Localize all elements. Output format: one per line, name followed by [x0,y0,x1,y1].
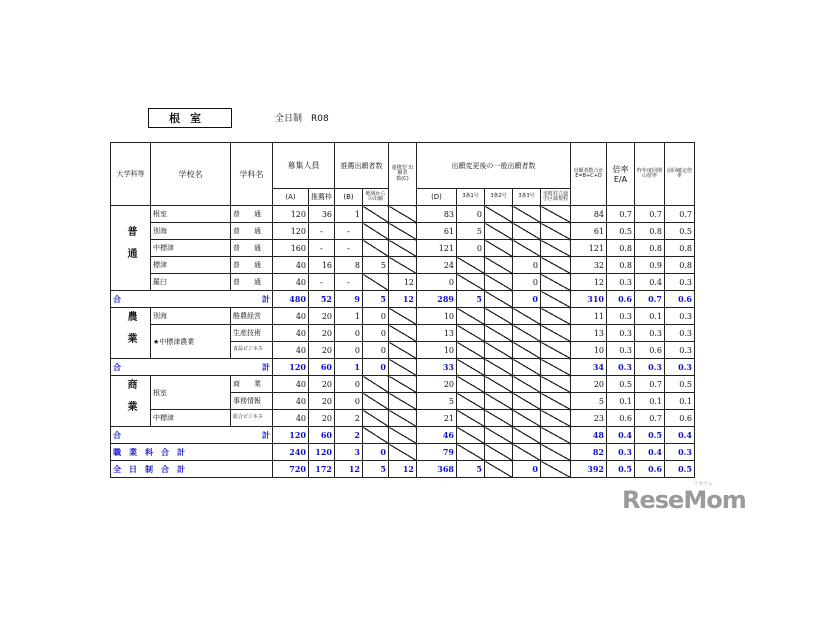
general-cell: 20 [417,376,457,393]
chiiki-cell: 0 [363,359,389,376]
g1-cell: 0 [457,240,485,257]
g3-cell-blank [513,325,541,342]
dept-cell: 商 業 [231,376,273,393]
g3-cell: 0 [513,461,541,478]
general-cell: 79 [417,444,457,461]
school-cell: 根室 [151,206,231,223]
school-cell: 中標津 [151,240,231,257]
resemom-logo: ReseMom [622,486,746,514]
suisen-apply-cell: 0 [335,393,363,410]
g2-cell-blank [485,359,513,376]
table-row [111,376,695,393]
prev2-ratio-cell: 0.4 [665,427,695,444]
prev-ratio-cell: 0.8 [635,240,665,257]
caption: 全日制 R08 [275,114,329,124]
enkaku-cell-blank [389,325,417,342]
dept-cell: 普 通 [231,206,273,223]
school-cell: ★中標津農業 [151,325,231,359]
enkaku-cell-blank [389,257,417,274]
header-general-d: (D) [417,189,457,206]
dept-cell: 普 通 [231,257,273,274]
dept-cell: 生産技術 [231,325,273,342]
suisen-waku-cell: 52 [309,291,335,308]
g3-cell-blank [513,206,541,223]
g1-cell-blank [457,427,485,444]
g1-cell-blank [457,359,485,376]
suisen-waku-cell: 20 [309,342,335,359]
dept-cell: 事務情報 [231,393,273,410]
total-cell: 310 [571,291,607,308]
chiiki-cell-blank [363,427,389,444]
chiiki-cell-blank [363,206,389,223]
section-label-futsu: 普通 [111,206,151,291]
section-label-agri: 農業 [111,308,151,359]
g4-cell-blank [541,206,571,223]
suisen-apply-cell: - [335,223,363,240]
g3-cell-blank [513,240,541,257]
subtotal-row-agri [111,359,695,376]
general-cell: 83 [417,206,457,223]
header-g3: 3条3号 [513,189,541,206]
g1-cell-blank [457,274,485,291]
g4-cell-blank [541,444,571,461]
suisen-waku-cell: - [309,240,335,257]
g4-cell-blank [541,461,571,478]
recruit-cell: 40 [273,308,309,325]
g2-cell-blank [485,342,513,359]
subtotal-row-futsu [111,291,695,308]
ratio-cell: 0.3 [607,308,635,325]
subtotal-row-com [111,427,695,444]
recruit-cell: 720 [273,461,309,478]
header-general: 出願変更後の一般出願者数 [417,143,571,189]
g4-cell-blank [541,223,571,240]
prev-ratio-cell: 0.1 [635,393,665,410]
total-cell: 121 [571,240,607,257]
table-row [111,410,695,427]
general-cell: 61 [417,223,457,240]
chiiki-cell: 0 [363,325,389,342]
enkaku-cell-blank [389,410,417,427]
prev2-ratio-cell: 0.3 [665,444,695,461]
g1-cell-blank [457,410,485,427]
g1-cell: 5 [457,291,485,308]
g4-cell-blank [541,393,571,410]
g2-cell-blank [485,206,513,223]
prev-ratio-cell: 0.6 [635,342,665,359]
chiiki-cell-blank [363,274,389,291]
prev-ratio-cell: 0.8 [635,223,665,240]
header-total: 出願者数合計 E=B+C+D [571,143,607,206]
g1-cell: 5 [457,461,485,478]
enkaku-cell-blank [389,223,417,240]
suisen-apply-cell: 0 [335,342,363,359]
prev-ratio-cell: 0.5 [635,427,665,444]
recruit-cell: 160 [273,240,309,257]
suisen-waku-cell: 60 [309,427,335,444]
chiiki-cell-blank [363,376,389,393]
prev-ratio-cell: 0.3 [635,359,665,376]
subtotal-label: 合 計 [111,427,273,444]
recruit-cell: 40 [273,325,309,342]
dept-cell: 普 通 [231,240,273,257]
enkaku-cell-blank [389,359,417,376]
prev-ratio-cell: 0.7 [635,206,665,223]
enkaku-cell-blank [389,427,417,444]
header-suisen-apply: 推薦出願者数 [335,143,389,189]
total-cell: 13 [571,325,607,342]
chiiki-cell: 0 [363,342,389,359]
g3-cell-blank [513,342,541,359]
g3-cell-blank [513,393,541,410]
prev-ratio-cell: 0.1 [635,308,665,325]
recruit-cell: 40 [273,257,309,274]
header-g1: 3条1号 [457,189,485,206]
total-cell: 34 [571,359,607,376]
g1-cell-blank [457,257,485,274]
g4-cell-blank [541,274,571,291]
subtotal-label: 合 計 [111,359,273,376]
header-ratio: 倍率 E/A [607,143,635,206]
g1-cell: 5 [457,223,485,240]
prev-ratio-cell: 0.4 [635,274,665,291]
subtotal-label: 合 計 [111,291,273,308]
ratio-cell: 0.3 [607,359,635,376]
header-recruit: 募集人員 [273,143,335,189]
g3-cell-blank [513,444,541,461]
g2-cell-blank [485,240,513,257]
suisen-apply-cell: 9 [335,291,363,308]
enkaku-cell-blank [389,240,417,257]
g3-cell-blank [513,376,541,393]
total-cell: 20 [571,376,607,393]
recruit-cell: 40 [273,393,309,410]
prev2-ratio-cell: 0.7 [665,206,695,223]
g3-cell-blank [513,223,541,240]
general-cell: 121 [417,240,457,257]
total-cell: 82 [571,444,607,461]
ratio-cell: 0.8 [607,240,635,257]
header-prev2: 前回確定倍率 [665,143,695,206]
table-row [111,274,695,291]
suisen-apply-cell: - [335,274,363,291]
g1-cell-blank [457,342,485,359]
header-chiiki: 地域からの出願 [363,189,389,206]
prev2-ratio-cell: 0.3 [665,325,695,342]
applicant-table [110,142,695,478]
chiiki-cell-blank [363,240,389,257]
suisen-waku-cell: - [309,223,335,240]
prev-ratio-cell: 0.4 [635,444,665,461]
grand-total-row [111,461,695,478]
g1-cell-blank [457,325,485,342]
recruit-cell: 480 [273,291,309,308]
school-cell: 根室 [151,376,231,410]
ratio-cell: 0.1 [607,393,635,410]
header-recruit-a: (A) [273,189,309,206]
voc-total-row [111,444,695,461]
total-cell: 12 [571,274,607,291]
g2-cell-blank [485,308,513,325]
section-label-com: 商業 [111,376,151,427]
ratio-cell: 0.6 [607,410,635,427]
prev-ratio-cell: 0.3 [635,325,665,342]
chiiki-cell-blank [363,393,389,410]
total-cell: 10 [571,342,607,359]
ratio-cell: 0.7 [607,206,635,223]
g2-cell-blank [485,325,513,342]
dept-cell: 普 通 [231,274,273,291]
g3-cell-blank [513,427,541,444]
table-row [111,325,695,342]
suisen-apply-cell: 1 [335,206,363,223]
school-cell: 中標津 [151,410,231,427]
enkaku-cell-blank [389,393,417,410]
g4-cell-blank [541,257,571,274]
suisen-waku-cell: 20 [309,376,335,393]
chiiki-cell: 0 [363,444,389,461]
dept-cell: 食品ビジネス [231,342,273,359]
prev2-ratio-cell: 0.3 [665,308,695,325]
total-cell: 61 [571,223,607,240]
general-cell: 368 [417,461,457,478]
prev2-ratio-cell: 0.8 [665,240,695,257]
suisen-waku-cell: 16 [309,257,335,274]
recruit-cell: 40 [273,274,309,291]
enkaku-cell-blank [389,376,417,393]
prev2-ratio-cell: 0.5 [665,223,695,240]
general-cell: 33 [417,359,457,376]
total-cell: 11 [571,308,607,325]
suisen-apply-cell: 3 [335,444,363,461]
g1-cell-blank [457,393,485,410]
recruit-cell: 40 [273,376,309,393]
recruit-cell: 120 [273,223,309,240]
school-cell: 別海 [151,308,231,325]
chiiki-cell: 5 [363,257,389,274]
ratio-cell: 0.4 [607,427,635,444]
prev2-ratio-cell: 0.5 [665,461,695,478]
table-row [111,240,695,257]
enkaku-cell-blank [389,308,417,325]
prev-ratio-cell: 0.7 [635,291,665,308]
suisen-apply-cell: 1 [335,359,363,376]
ratio-cell: 0.3 [607,444,635,461]
school-cell: 標津 [151,257,231,274]
enkaku-cell: 12 [389,274,417,291]
total-cell: 392 [571,461,607,478]
header-g4: 市町村立通学区域規程 [541,189,571,206]
general-cell: 10 [417,308,457,325]
header-school: 学校名 [151,143,231,206]
prev2-ratio-cell: 0.3 [665,274,695,291]
total-cell: 84 [571,206,607,223]
suisen-apply-cell: 8 [335,257,363,274]
header-enkaku: 連携型 出願者 数(C) [389,143,417,206]
header-suisen-waku: 推薦枠 [309,189,335,206]
school-cell: 羅臼 [151,274,231,291]
grand-label: 職 業 科 合 計 [111,444,273,461]
header-dept: 学科名 [231,143,273,206]
g2-cell-blank [485,257,513,274]
total-cell: 48 [571,427,607,444]
g4-cell-blank [541,376,571,393]
enkaku-cell-blank [389,206,417,223]
suisen-waku-cell: 20 [309,410,335,427]
header-g2: 3条2号 [485,189,513,206]
suisen-waku-cell: 20 [309,308,335,325]
general-cell: 46 [417,427,457,444]
g2-cell-blank [485,223,513,240]
recruit-cell: 120 [273,427,309,444]
g2-cell-blank [485,376,513,393]
dept-cell: 酪農経営 [231,308,273,325]
chiiki-cell: 5 [363,461,389,478]
header-univ: 大学科等 [111,143,151,206]
prev2-ratio-cell: 0.1 [665,393,695,410]
ratio-cell: 0.3 [607,342,635,359]
ratio-cell: 0.5 [607,223,635,240]
suisen-apply-cell: 12 [335,461,363,478]
g3-cell-blank [513,410,541,427]
prev2-ratio-cell: 0.5 [665,376,695,393]
prev2-ratio-cell: 0.8 [665,257,695,274]
ratio-cell: 0.5 [607,376,635,393]
general-cell: 10 [417,342,457,359]
recruit-cell: 240 [273,444,309,461]
g3-cell-blank [513,308,541,325]
g2-cell-blank [485,444,513,461]
general-cell: 24 [417,257,457,274]
table-row [111,257,695,274]
g1-cell-blank [457,308,485,325]
dept-cell: 総合ビジネス [231,410,273,427]
suisen-apply-cell: 0 [335,325,363,342]
general-cell: 289 [417,291,457,308]
ratio-cell: 0.3 [607,325,635,342]
total-cell: 32 [571,257,607,274]
prev2-ratio-cell: 0.3 [665,342,695,359]
suisen-apply-cell: 1 [335,308,363,325]
recruit-cell: 40 [273,342,309,359]
suisen-apply-cell: 0 [335,376,363,393]
general-cell: 0 [417,274,457,291]
g4-cell-blank [541,240,571,257]
table-row [111,206,695,223]
g3-cell: 0 [513,274,541,291]
table-row [111,223,695,240]
g1-cell-blank [457,376,485,393]
ratio-cell: 0.3 [607,274,635,291]
dept-cell: 普 通 [231,223,273,240]
g2-cell-blank [485,393,513,410]
suisen-waku-cell: 60 [309,359,335,376]
prev2-ratio-cell: 0.6 [665,410,695,427]
suisen-waku-cell: 172 [309,461,335,478]
general-cell: 21 [417,410,457,427]
ratio-cell: 0.8 [607,257,635,274]
chiiki-cell-blank [363,223,389,240]
resemom-logo-kana: リセマム [693,481,713,487]
g3-cell-blank [513,359,541,376]
prev-ratio-cell: 0.6 [635,461,665,478]
grand-label: 全 日 制 合 計 [111,461,273,478]
g2-cell-blank [485,291,513,308]
general-cell: 5 [417,393,457,410]
g4-cell-blank [541,359,571,376]
g4-cell-blank [541,308,571,325]
g2-cell-blank [485,427,513,444]
chiiki-cell: 5 [363,291,389,308]
chiiki-cell-blank [363,410,389,427]
total-cell: 5 [571,393,607,410]
suisen-apply-cell: 2 [335,427,363,444]
header-prev: 昨年度同期の倍率 [635,143,665,206]
ratio-cell: 0.5 [607,461,635,478]
suisen-waku-cell: 36 [309,206,335,223]
g1-cell: 0 [457,206,485,223]
g4-cell-blank [541,325,571,342]
suisen-waku-cell: - [309,274,335,291]
recruit-cell: 120 [273,206,309,223]
suisen-waku-cell: 20 [309,393,335,410]
g4-cell-blank [541,342,571,359]
general-cell: 13 [417,325,457,342]
g2-cell-blank [485,274,513,291]
prev-ratio-cell: 0.9 [635,257,665,274]
g2-cell-blank [485,461,513,478]
enkaku-cell-blank [389,444,417,461]
g4-cell-blank [541,291,571,308]
suisen-waku-cell: 120 [309,444,335,461]
recruit-cell: 40 [273,410,309,427]
table-row [111,308,695,325]
g1-cell-blank [457,444,485,461]
school-cell: 別海 [151,223,231,240]
g2-cell-blank [485,410,513,427]
ratio-cell: 0.6 [607,291,635,308]
total-cell: 23 [571,410,607,427]
chiiki-cell: 0 [363,308,389,325]
g3-cell: 0 [513,291,541,308]
suisen-apply-cell: - [335,240,363,257]
enkaku-cell-blank [389,342,417,359]
header-suisen-b: (B) [335,189,363,206]
suisen-waku-cell: 20 [309,325,335,342]
g3-cell: 0 [513,257,541,274]
prev-ratio-cell: 0.7 [635,410,665,427]
enkaku-cell: 12 [389,291,417,308]
enkaku-cell: 12 [389,461,417,478]
region-title: 根室 [148,108,232,128]
prev2-ratio-cell: 0.6 [665,291,695,308]
prev-ratio-cell: 0.7 [635,376,665,393]
prev2-ratio-cell: 0.3 [665,359,695,376]
g4-cell-blank [541,410,571,427]
suisen-apply-cell: 2 [335,410,363,427]
recruit-cell: 120 [273,359,309,376]
g4-cell-blank [541,427,571,444]
